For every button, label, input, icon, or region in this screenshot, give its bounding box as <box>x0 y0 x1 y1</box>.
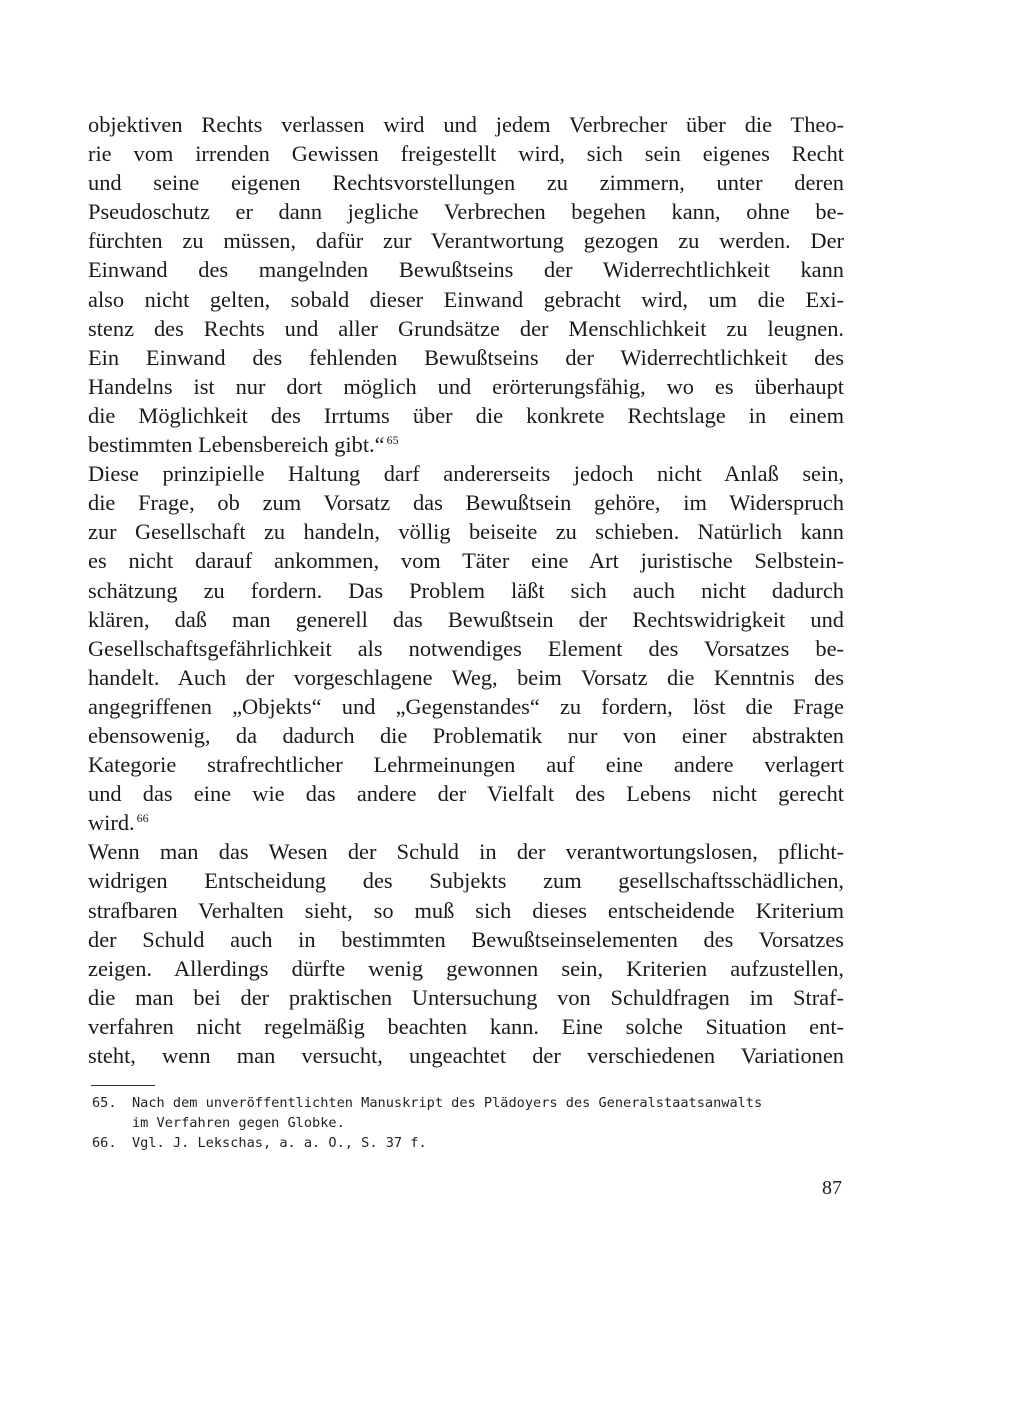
footnote-65 <box>92 1093 852 1133</box>
footnote-divider <box>91 1085 155 1086</box>
text-line: stenz des Rechts und aller Grundsätze der Menschlichkeit zu leugnen. <box>88 315 844 341</box>
text-line: also nicht gelten, sobald dieser Einwand gebracht wird, um die Exi- <box>88 286 844 312</box>
footnote-ref[interactable]: 65 <box>386 432 399 447</box>
paragraph-3 <box>88 837 844 1070</box>
text-line: fürchten zu müssen, dafür zur Verantwortung gezogen zu werden. Der <box>88 228 844 254</box>
text-line: ebensowenig, da dadurch die Problematik nur von einer abstrakten <box>88 722 844 748</box>
text-line: strafbaren Verhalten sieht, so muß sich dieses entscheidende Kriterium <box>88 897 844 923</box>
text-line: angegriffenen „Objekts“ und „Gegenstandes“ zu fordern, löst die Frage <box>88 693 844 719</box>
footnote-ref[interactable]: 66 <box>136 810 149 825</box>
text-line-content: bestimmten Lebensbereich gibt.“ <box>88 432 385 458</box>
text-line: Handelns ist nur dort möglich und erörterungsfähig, wo es überhaupt <box>88 373 844 399</box>
text-line: die Möglichkeit des Irrtums über die konkrete Rechtslage in einem <box>88 402 844 428</box>
text-line: Pseudoschutz er dann jegliche Verbrechen begehen kann, ohne be- <box>88 199 844 225</box>
text-line: der Schuld auch in bestimmten Bewußtseinselementen des Vorsatzes <box>88 926 844 952</box>
text-line: Wenn man das Wesen der Schuld in der verantwortungslosen, pflicht- <box>88 839 844 865</box>
text-line: die man bei der praktischen Untersuchung von Schuldfragen im Straf- <box>88 984 844 1010</box>
text-line: klären, daß man generell das Bewußtsein der Rechtswidrigkeit und <box>88 606 844 632</box>
paragraph-2 <box>88 459 844 837</box>
text-line: es nicht darauf ankommen, vom Täter eine Art juristische Selbstein- <box>88 548 844 574</box>
text-line: zeigen. Allerdings dürfte wenig gewonnen sein, Kriterien aufzustellen, <box>88 955 844 981</box>
text-line: Diese prinzipielle Haltung darf andererseits jedoch nicht Anlaß sein, <box>88 461 844 487</box>
footnote-line <box>92 1133 852 1153</box>
text-line: und das eine wie das andere der Vielfalt des Lebens nicht gerecht <box>88 781 844 807</box>
text-line: rie vom irrenden Gewissen freigestellt wird, sich sein eigenes Recht <box>88 141 844 167</box>
paragraph-1 <box>88 110 844 459</box>
text-line: handelt. Auch der vorgeschlagene Weg, beim Vorsatz die Kenntnis des <box>88 664 844 690</box>
footnote-text: Vgl. J. Lekschas, a. a. O., S. 37 f. <box>132 1135 427 1151</box>
footnote-number: 66. <box>92 1135 117 1151</box>
text-line: objektiven Rechts verlassen wird und jedem Verbrecher über die Theo- <box>88 112 844 137</box>
text-line: und seine eigenen Rechtsvorstellungen zu zimmern, unter deren <box>88 170 844 196</box>
text-line: verfahren nicht regelmäßig beachten kann. Eine solche Situation ent- <box>88 1013 844 1039</box>
text-line: steht, wenn man versucht, ungeachtet der verschiedenen Variationen <box>88 1043 844 1068</box>
text-line: schätzung zu fordern. Das Problem läßt sich auch nicht dadurch <box>88 577 844 603</box>
text-line: Kategorie strafrechtlicher Lehrmeinungen auf eine andere verlagert <box>88 752 844 778</box>
text-line-last <box>88 430 844 459</box>
text-line: zur Gesellschaft zu handeln, völlig beiseite zu schieben. Natürlich kann <box>88 519 844 545</box>
text-line: Einwand des mangelnden Bewußtseins der Widerrechtlichkeit kann <box>88 257 844 283</box>
footnote-66 <box>92 1133 852 1153</box>
footnote-line <box>92 1093 852 1113</box>
page-number: 87 <box>822 1177 842 1199</box>
text-line: widrigen Entscheidung des Subjekts zum gesellschaftsschädlichen, <box>88 868 844 894</box>
footnotes <box>92 1093 852 1153</box>
footnote-line: im Verfahren gegen Globke. <box>132 1115 345 1131</box>
text-line-content: wird. <box>88 810 135 836</box>
text-line: die Frage, ob zum Vorsatz das Bewußtsein gehöre, im Widerspruch <box>88 490 844 516</box>
footnote-number: 65. <box>92 1095 117 1111</box>
text-line: Gesellschaftsgefährlichkeit als notwendiges Element des Vorsatzes be- <box>88 635 844 661</box>
footnote-text: Nach dem unveröffentlichten Manuskript des Plädoyers des Generalstaatsanwalts <box>132 1095 763 1111</box>
text-line-last <box>88 808 844 837</box>
body-text <box>88 110 844 1070</box>
text-line: Ein Einwand des fehlenden Bewußtseins der Widerrechtlichkeit des <box>88 344 844 370</box>
